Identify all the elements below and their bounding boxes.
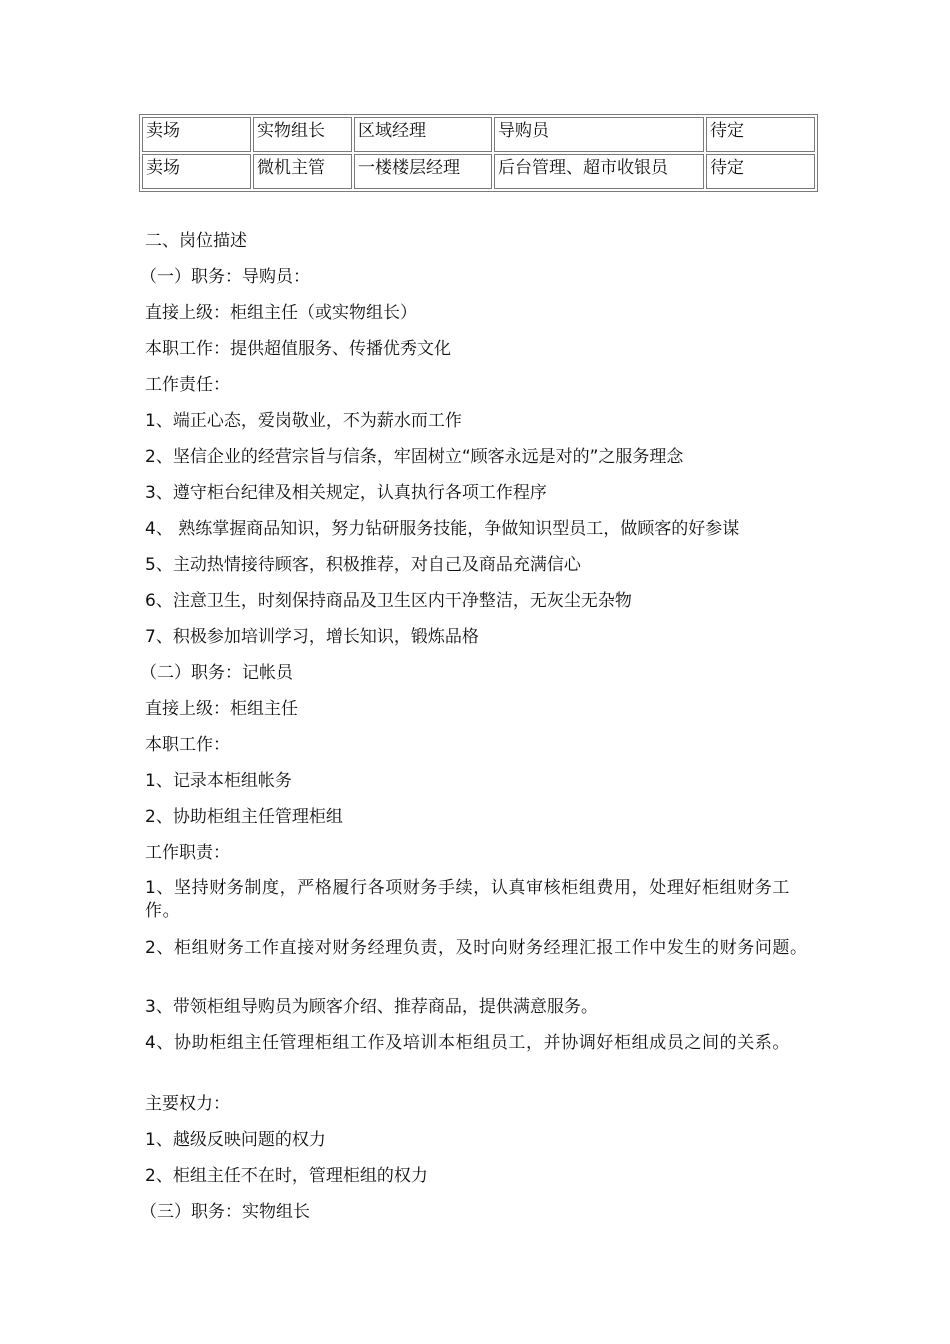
table-cell: 卖场 — [142, 154, 251, 189]
table-cell: 一楼楼层经理 — [354, 154, 492, 189]
list-item: 5、主动热情接待顾客，积极推荐，对自己及商品充满信心 — [145, 555, 581, 575]
list-item: 2、坚信企业的经营宗旨与信条，牢固树立“顾客永远是对的”之服务理念 — [145, 447, 684, 467]
responsibility-heading: 工作职责： — [145, 843, 230, 863]
direct-superior: 直接上级：柜组主任（或实物组长） — [145, 303, 417, 323]
list-item: 3、遵守柜台纪律及相关规定，认真执行各项工作程序 — [145, 483, 547, 503]
power-heading: 主要权力： — [145, 1094, 230, 1114]
table-row — [142, 117, 815, 152]
position-title: （一）职务：导购员： — [140, 267, 310, 287]
list-item: 1、端正心态，爱岗敬业，不为薪水而工作 — [145, 411, 462, 431]
list-item: 1、记录本柜组帐务 — [145, 771, 292, 791]
table-cell: 卖场 — [142, 117, 251, 152]
table-cell: 实物组长 — [253, 117, 352, 152]
position-title: （三）职务：实物组长 — [140, 1202, 310, 1222]
duty-text: 本职工作：提供超值服务、传播优秀文化 — [145, 339, 451, 359]
list-item: 2、协助柜组主任管理柜组 — [145, 807, 343, 827]
list-item: 2、柜组主任不在时，管理柜组的权力 — [145, 1166, 428, 1186]
list-item: 4、 熟练掌握商品知识，努力钻研服务技能，争做知识型员工，做顾客的好参谋 — [145, 519, 740, 539]
list-item: 4、协助柜组主任管理柜组工作及培训本柜组员工，并协调好柜组成员之间的关系。 — [145, 1033, 791, 1053]
section-heading: 二、岗位描述 — [145, 231, 247, 251]
list-item: 6、注意卫生，时刻保持商品及卫生区内干净整洁，无灰尘无杂物 — [145, 591, 632, 611]
positions-table — [139, 114, 818, 192]
table-cell: 待定 — [706, 154, 815, 189]
table-cell: 微机主管 — [253, 154, 352, 189]
direct-superior: 直接上级：柜组主任 — [145, 699, 298, 719]
list-item: 7、积极参加培训学习，增长知识，锻炼品格 — [145, 627, 479, 647]
table-cell: 后台管理、超市收银员 — [494, 154, 704, 189]
list-item: 1、坚持财务制度，严格履行各项财务手续，认真审核柜组费用，处理好柜组财务工作。 — [145, 878, 791, 921]
position-title: （二）职务：记帐员 — [140, 663, 293, 683]
list-item: 1、越级反映问题的权力 — [145, 1130, 326, 1150]
table-row — [142, 154, 815, 189]
duty-heading: 本职工作： — [145, 735, 230, 755]
list-item: 3、带领柜组导购员为顾客介绍、推荐商品，提供满意服务。 — [145, 997, 598, 1017]
table-cell: 区域经理 — [354, 117, 492, 152]
table-cell: 待定 — [706, 117, 815, 152]
list-item: 2、柜组财务工作直接对财务经理负责，及时向财务经理汇报工作中发生的财务问题。 — [145, 938, 808, 958]
responsibility-heading: 工作责任： — [145, 375, 230, 395]
table-cell: 导购员 — [494, 117, 704, 152]
